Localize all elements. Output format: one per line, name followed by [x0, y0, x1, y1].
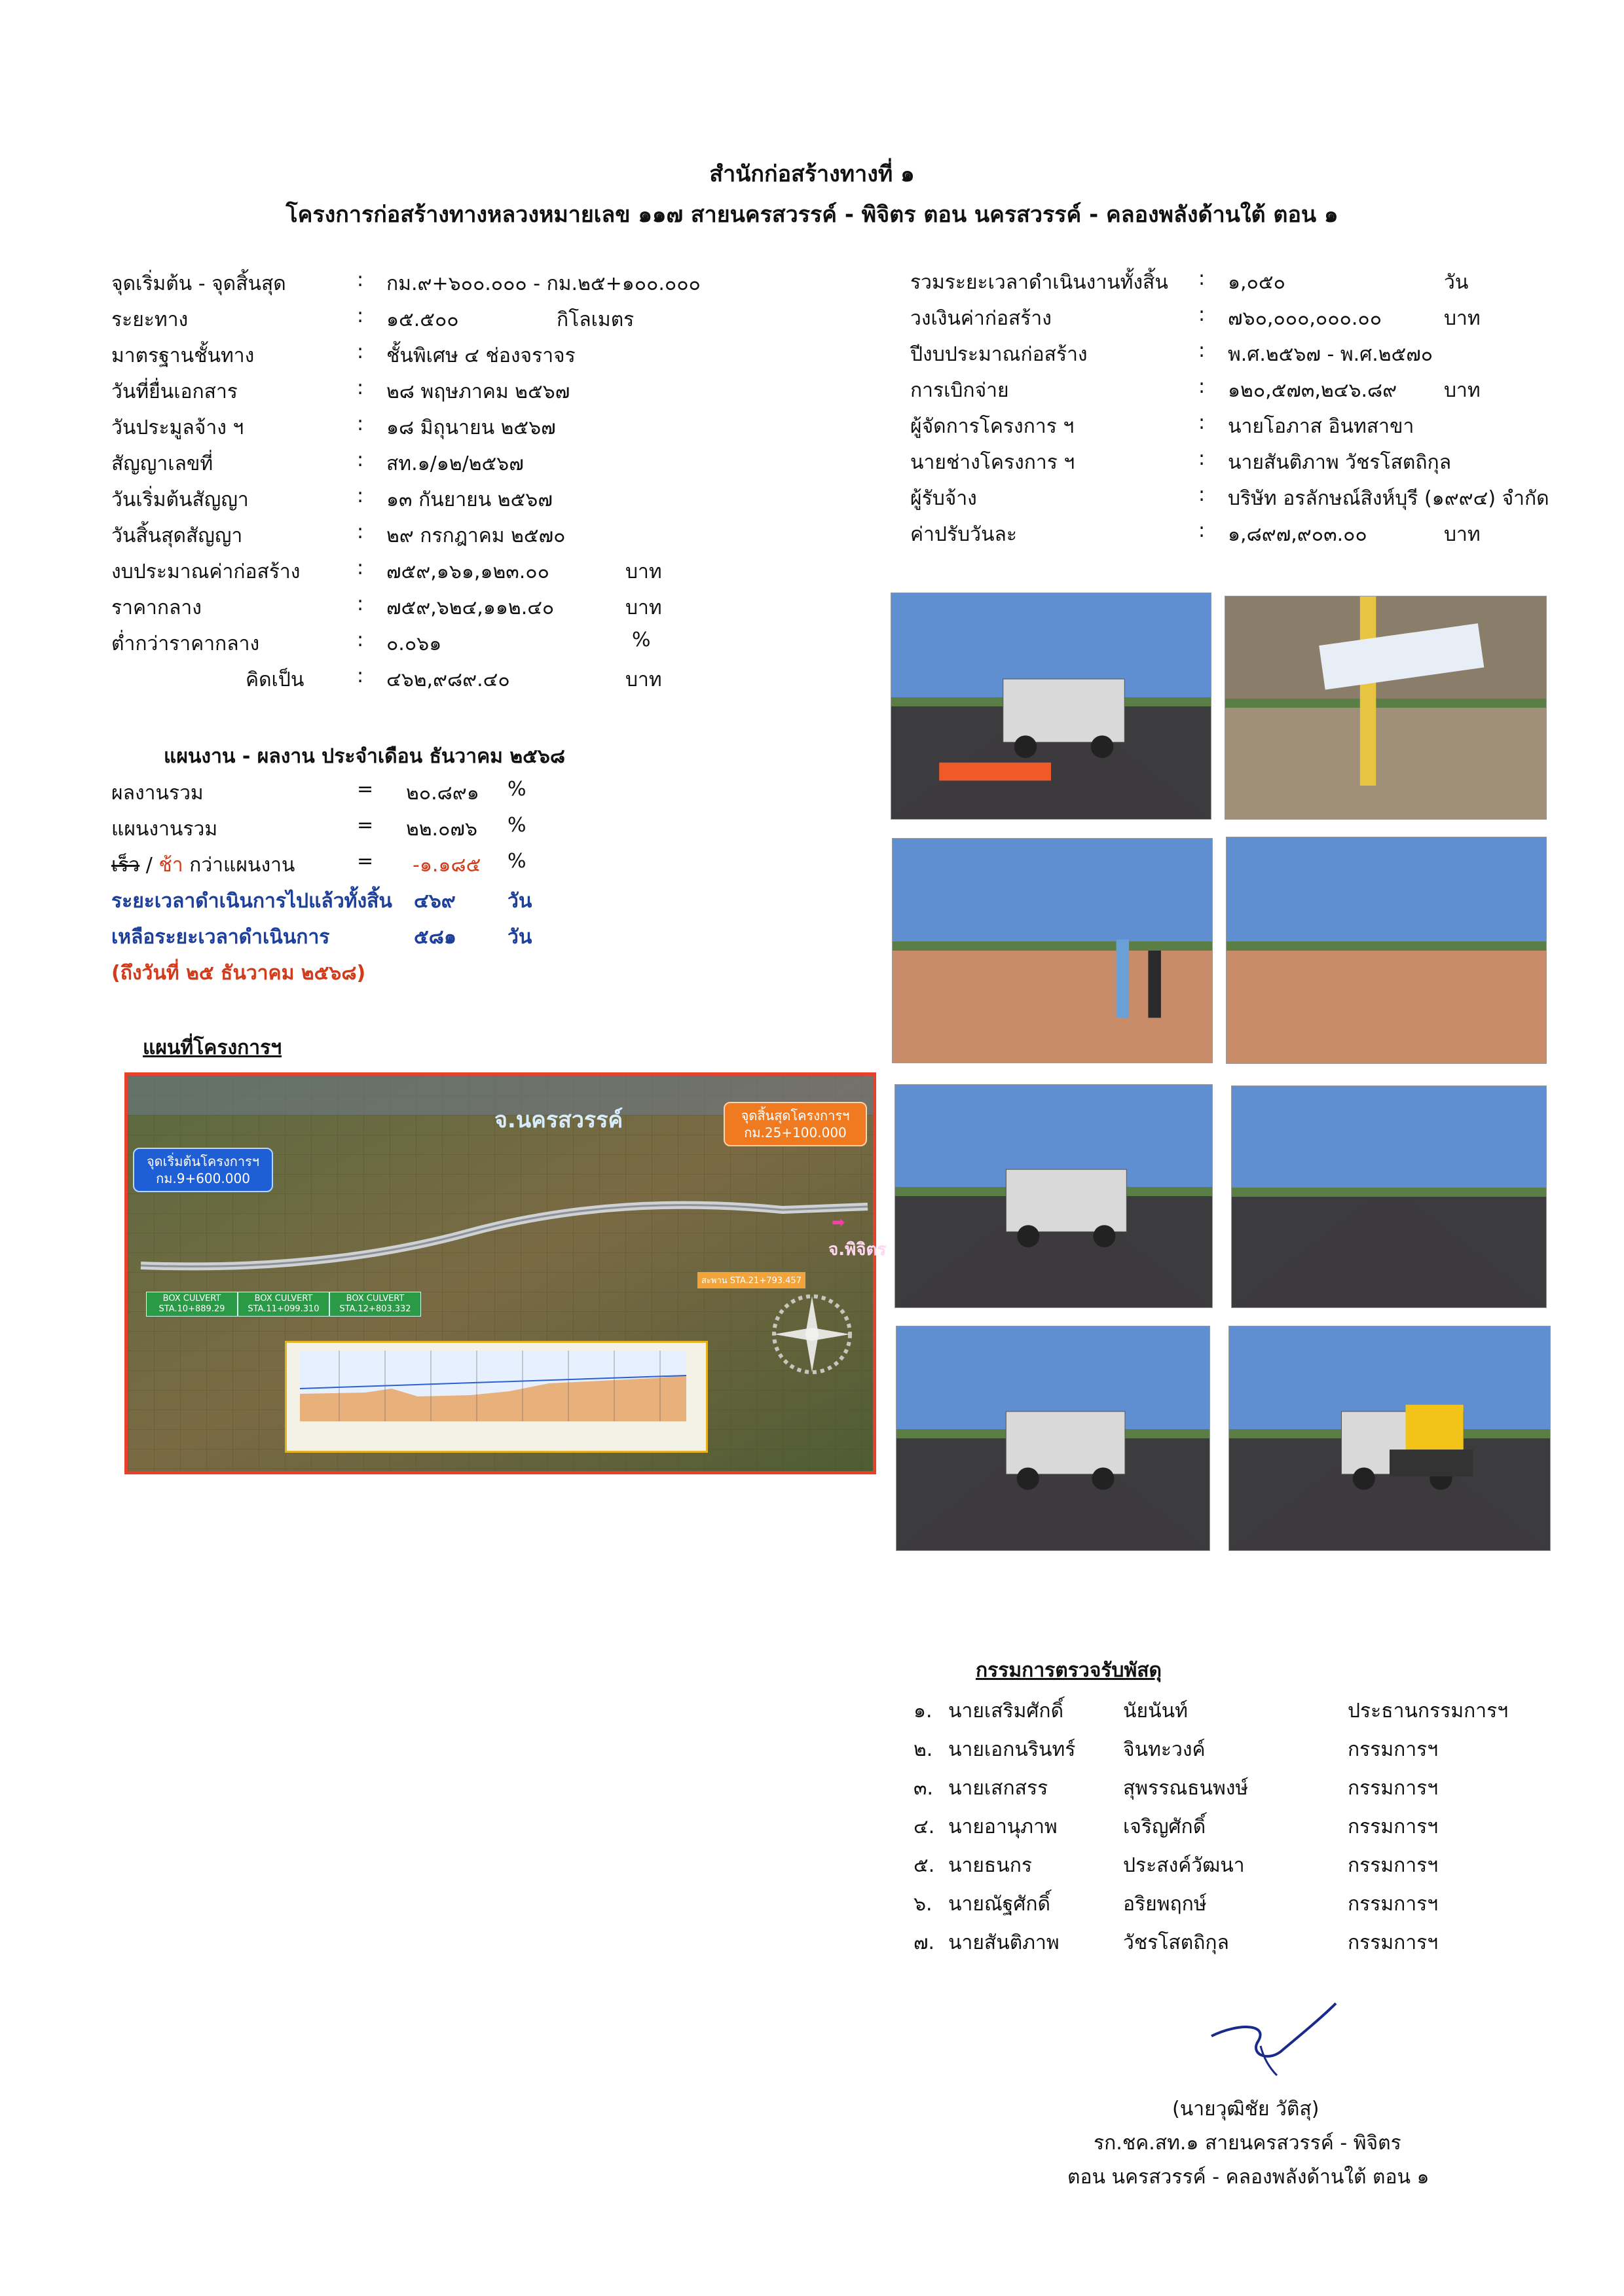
culvert-2: BOX CULVERT STA.11+099.310	[238, 1292, 329, 1317]
eq-sign: =	[357, 814, 374, 837]
left-info-colon: :	[357, 412, 364, 435]
right-info-colon: :	[1198, 447, 1206, 470]
left-info-label: ราคากลาง	[111, 596, 202, 619]
eq-sign: =	[357, 778, 374, 801]
slash: /	[139, 854, 159, 877]
committee-member-role: กรรมการฯ	[1348, 1893, 1439, 1916]
left-info-value: ๗๕๙,๖๒๔,๑๑๒.๔๐	[386, 596, 555, 619]
right-info-label: ปีงบประมาณก่อสร้าง	[910, 343, 1088, 366]
left-info-value: ๐.๐๖๑	[386, 632, 442, 655]
start-km: กม.9+600.000	[156, 1171, 250, 1186]
fast-word: เร็ว	[111, 854, 140, 877]
left-info-colon: :	[357, 268, 364, 291]
diff-value: -๑.๑๘๕	[413, 854, 481, 877]
elapsed-unit: วัน	[507, 890, 532, 913]
site-photo-roller	[1228, 1326, 1551, 1551]
left-info-colon: :	[357, 665, 364, 687]
elapsed-label: ระยะเวลาดำเนินการไปแล้วทั้งสิ้น	[111, 890, 392, 913]
site-photo-measure	[1225, 596, 1547, 820]
right-info-label: นายช่างโครงการ ฯ	[910, 451, 1075, 474]
map-heading: แผนที่โครงการฯ	[143, 1036, 282, 1059]
profile-chart	[285, 1341, 708, 1453]
bridge-sta-label: สะพาน STA.21+793.457	[697, 1272, 805, 1288]
committee-member-role: กรรมการฯ	[1348, 1854, 1439, 1877]
committee-member-role: กรรมการฯ	[1348, 1931, 1439, 1954]
left-info-label: คิดเป็น	[246, 668, 304, 691]
signer-name: (นายวุฒิชัย วัติสุ)	[1172, 2098, 1320, 2121]
committee-member-first: นายอานุภาพ	[948, 1815, 1058, 1838]
committee-member-last: นัยนันท์	[1123, 1700, 1188, 1722]
site-photo-paver	[891, 592, 1211, 820]
right-info-value: นายสันติภาพ วัชรโสตถิกุล	[1228, 451, 1452, 474]
remain-unit: วัน	[507, 926, 532, 949]
right-info-colon: :	[1198, 375, 1206, 398]
city-north-label: จ.นครสวรรค์	[494, 1107, 623, 1133]
left-info-colon: :	[357, 376, 364, 399]
committee-member-first: นายเสกสรร	[948, 1777, 1048, 1800]
committee-member-last: สุพรรณธนพงษ์	[1123, 1777, 1249, 1800]
committee-member-no: ๑.	[913, 1700, 932, 1722]
left-info-label: สัญญาเลขที่	[111, 452, 213, 475]
committee-heading: กรรมการตรวจรับพัสดุ	[976, 1659, 1162, 1682]
elapsed-value: ๔๖๙	[414, 890, 456, 913]
right-info-value: ๗๖๐,๐๐๐,๐๐๐.๐๐	[1228, 307, 1382, 330]
left-info-label: งบประมาณค่าก่อสร้าง	[111, 560, 301, 583]
committee-member-last: ประสงค์วัฒนา	[1123, 1854, 1245, 1877]
committee-member-first: นายเอกนรินทร์	[948, 1738, 1076, 1761]
site-photo-road	[1226, 837, 1547, 1064]
project-title: โครงการก่อสร้างทางหลวงหมายเลข ๑๑๗ สายนครสวรรค์ - พิจิตร ตอน นครสวรรค์ - คลองพลังด้านใต้ ตอน ๑	[286, 202, 1338, 228]
right-info-label: การเบิกจ่าย	[910, 379, 1009, 402]
left-info-unit: บาท	[625, 596, 662, 619]
left-info-value: ๒๙ กรกฎาคม ๒๕๗๐	[386, 524, 566, 547]
elevation-profile	[287, 1343, 702, 1447]
actual-value: ๒๐.๘๙๑	[406, 782, 479, 805]
right-info-colon: :	[1198, 411, 1206, 434]
committee-member-last: อริยพฤกษ์	[1123, 1893, 1207, 1916]
left-info-unit: บาท	[625, 560, 662, 583]
slow-word: ช้า	[158, 854, 183, 877]
right-info-colon: :	[1198, 339, 1206, 362]
left-info-value: สท.๑/๑๒/๒๕๖๗	[386, 452, 524, 475]
end-label: จุดสิ้นสุดโครงการฯ	[741, 1108, 850, 1123]
committee-member-first: นายณัฐศักดิ์	[948, 1893, 1051, 1916]
site-photo-field	[892, 838, 1213, 1063]
right-info-value: บริษัท อรลักษณ์สิงห์บุรี (๑๙๙๔) จำกัด	[1228, 487, 1549, 510]
left-info-label: วันที่ยื่นเอกสาร	[111, 380, 238, 403]
right-info-label: วงเงินค่าก่อสร้าง	[910, 307, 1052, 330]
left-info-value: ๗๕๙,๑๖๑,๑๒๓.๐๐	[386, 560, 549, 583]
left-info-label: จุดเริ่มต้น - จุดสิ้นสุด	[111, 272, 286, 295]
right-info-colon: :	[1198, 483, 1206, 506]
right-info-value: พ.ศ.๒๕๖๗ - พ.ศ.๒๕๗๐	[1228, 343, 1433, 366]
committee-member-first: นายธนกร	[948, 1854, 1033, 1877]
end-point-tag	[724, 1102, 867, 1146]
right-info-value: นายโอภาส อินทสาขา	[1228, 415, 1414, 438]
left-info-unit: บาท	[625, 668, 662, 691]
remain-label: เหลือระยะเวลาดำเนินการ	[111, 926, 330, 949]
plan-value: ๒๒.๐๗๖	[406, 818, 477, 841]
start-label: จุดเริ่มต้นโครงการฯ	[146, 1154, 260, 1169]
right-info-value: ๑,๐๕๐	[1228, 271, 1285, 294]
site-photo-wetroad	[1231, 1085, 1547, 1308]
progress-heading: แผนงาน - ผลงาน ประจำเดือน ธันวาคม ๒๕๖๘	[164, 745, 566, 768]
project-map	[124, 1072, 887, 1474]
right-info-unit: บาท	[1444, 523, 1481, 546]
signer-position-2: ตอน นครสวรรค์ - คลองพลังด้านใต้ ตอน ๑	[1067, 2166, 1430, 2189]
committee-member-last: เจริญศักดิ์	[1123, 1815, 1206, 1838]
committee-member-first: นายเสริมศักดิ์	[948, 1700, 1064, 1722]
committee-member-first: นายสันติภาพ	[948, 1931, 1060, 1954]
right-info-unit: บาท	[1444, 307, 1481, 330]
committee-member-no: ๕.	[913, 1854, 935, 1877]
as-of-date: (ถึงวันที่ ๒๕ ธันวาคม ๒๕๖๘)	[111, 962, 366, 985]
right-info-colon: :	[1198, 303, 1206, 326]
right-info-unit: วัน	[1444, 271, 1469, 294]
committee-member-no: ๔.	[913, 1815, 935, 1838]
committee-member-last: วัชรโสตถิกุล	[1123, 1931, 1229, 1954]
left-info-unit: %	[632, 629, 651, 651]
plan-label: แผนงานรวม	[111, 818, 218, 841]
site-photo-asphalt	[896, 1326, 1210, 1551]
committee-member-no: ๗.	[913, 1931, 935, 1954]
left-info-value: ๒๘ พฤษภาคม ๒๕๖๗	[386, 380, 570, 403]
actual-unit: %	[507, 778, 526, 801]
left-info-colon: :	[357, 592, 364, 615]
committee-member-no: ๓.	[913, 1777, 934, 1800]
right-info-label: รวมระยะเวลาดำเนินงานทั้งสิ้น	[910, 271, 1168, 294]
left-info-value: ๑๓ กันยายน ๒๕๖๗	[386, 488, 553, 511]
left-info-colon: :	[357, 520, 364, 543]
left-info-colon: :	[357, 448, 364, 471]
start-point-tag	[133, 1148, 273, 1192]
left-info-label: วันสิ้นสุดสัญญา	[111, 524, 243, 547]
left-info-colon: :	[357, 304, 364, 327]
committee-member-role: กรรมการฯ	[1348, 1815, 1439, 1838]
culvert-1: BOX CULVERT STA.10+889.29	[146, 1292, 238, 1317]
left-info-label: วันเริ่มต้นสัญญา	[111, 488, 249, 511]
committee-member-role: ประธานกรรมการฯ	[1348, 1700, 1509, 1722]
diff-tail: กว่าแผนงาน	[183, 854, 295, 877]
diff-unit: %	[507, 850, 526, 873]
city-east-label: จ.พิจิตร	[828, 1240, 887, 1260]
plan-unit: %	[507, 814, 526, 837]
left-info-colon: :	[357, 340, 364, 363]
diff-label	[111, 850, 295, 881]
right-info-label: ผู้จัดการโครงการ ฯ	[910, 415, 1075, 438]
left-info-unit: กิโลเมตร	[557, 308, 635, 331]
left-info-value: ชั้นพิเศษ ๔ ช่องจราจร	[386, 344, 576, 367]
left-info-value: ๔๖๒,๙๘๙.๔๐	[386, 668, 510, 691]
actual-label: ผลงานรวม	[111, 782, 204, 805]
signature-mark	[1198, 1997, 1342, 2082]
right-info-unit: บาท	[1444, 379, 1481, 402]
committee-member-no: ๖.	[913, 1893, 932, 1916]
left-info-label: ต่ำกว่าราคากลาง	[111, 632, 260, 655]
arrow-right-icon: ➡	[832, 1213, 845, 1231]
left-info-label: ระยะทาง	[111, 308, 189, 331]
left-info-label: วันประมูลจ้าง ฯ	[111, 416, 244, 439]
office-title: สำนักก่อสร้างทางที่ ๑	[709, 161, 915, 187]
signer-position-1: รก.ชค.สท.๑ สายนครสวรรค์ - พิจิตร	[1094, 2132, 1401, 2155]
committee-member-role: กรรมการฯ	[1348, 1777, 1439, 1800]
left-info-colon: :	[357, 484, 364, 507]
right-info-colon: :	[1198, 267, 1206, 290]
left-info-colon: :	[357, 556, 364, 579]
culvert-3: BOX CULVERT STA.12+803.332	[329, 1292, 421, 1317]
right-info-value: ๑,๘๙๗,๙๐๓.๐๐	[1228, 523, 1367, 546]
committee-member-last: จินทะวงค์	[1123, 1738, 1206, 1761]
committee-member-role: กรรมการฯ	[1348, 1738, 1439, 1761]
eq-sign: =	[357, 850, 374, 873]
left-info-colon: :	[357, 629, 364, 651]
committee-member-no: ๒.	[913, 1738, 933, 1761]
left-info-label: มาตรฐานชั้นทาง	[111, 344, 255, 367]
remain-value: ๕๘๑	[414, 926, 456, 949]
left-info-value: กม.๙+๖๐๐.๐๐๐ - กม.๒๕+๑๐๐.๐๐๐	[386, 272, 701, 295]
right-info-value: ๑๒๐,๕๗๓,๒๔๖.๘๙	[1228, 379, 1397, 402]
right-info-label: ผู้รับจ้าง	[910, 487, 977, 510]
left-info-value: ๑๘ มิถุนายน ๒๕๖๗	[386, 416, 556, 439]
right-info-label: ค่าปรับวันละ	[910, 523, 1017, 546]
site-photo-sprayer	[895, 1084, 1213, 1308]
left-info-value: ๑๕.๕๐๐	[386, 308, 459, 331]
right-info-colon: :	[1198, 519, 1206, 542]
end-km: กม.25+100.000	[744, 1125, 847, 1140]
